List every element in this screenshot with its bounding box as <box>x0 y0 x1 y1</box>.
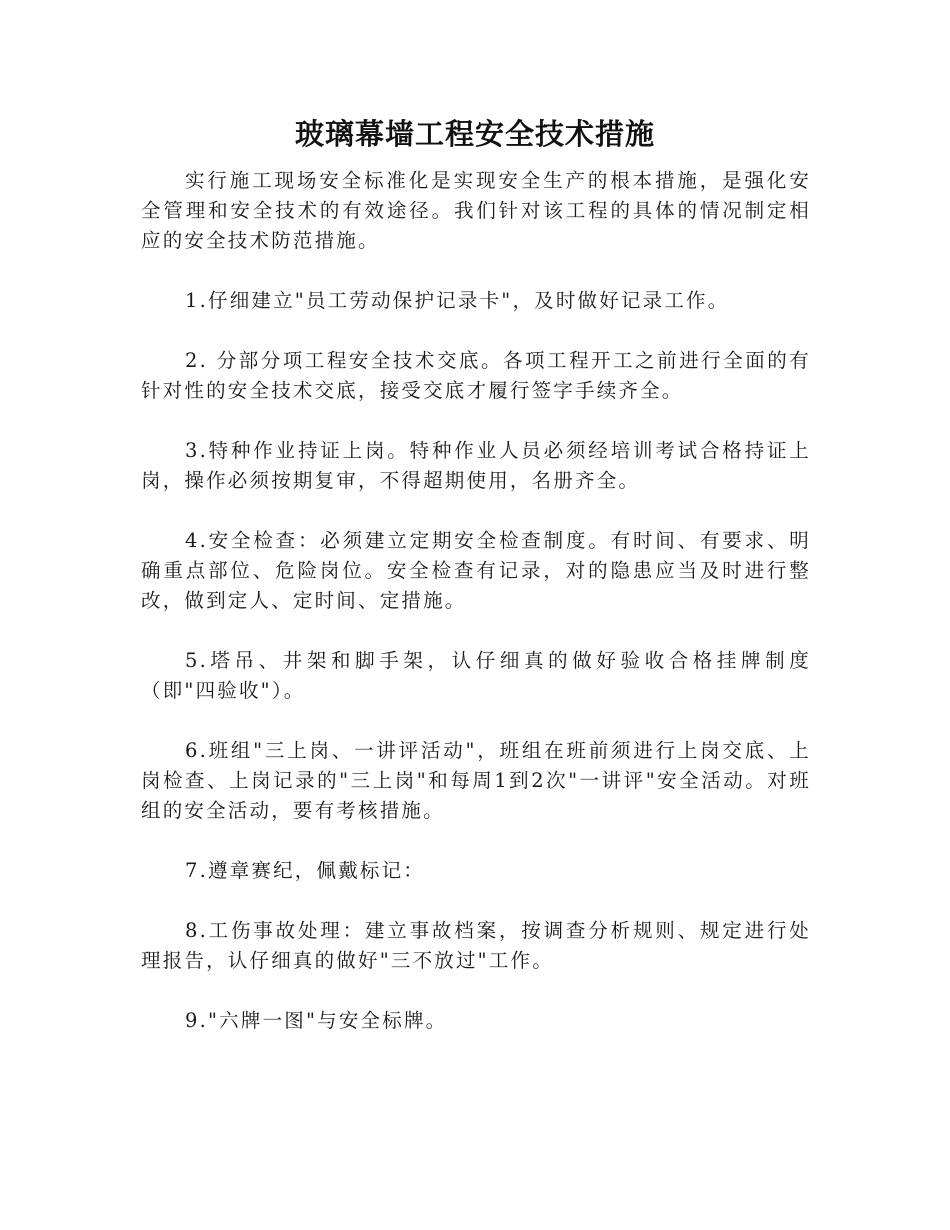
paragraph-item-8: 8.工伤事故处理：建立事故档案，按调查分析规则、规定进行处理报告，认仔细真的做好"三不放过"工作。 <box>141 919 811 972</box>
paragraph-item-5: 5.塔吊、井架和脚手架，认仔细真的做好验收合格挂牌制度（即"四验收"）。 <box>141 649 811 702</box>
paragraph-intro: 实行施工现场安全标准化是实现安全生产的根本措施，是强化安全管理和安全技术的有效途径。我们针对该工程的具体的情况制定相应的安全技术防范措施。 <box>141 169 811 252</box>
document-body <box>141 166 811 1066</box>
paragraph-item-1: 1.仔细建立"员工劳动保护记录卡"，及时做好记录工作。 <box>185 289 730 312</box>
paragraph-item-2: 2. 分部分项工程安全技术交底。各项工程开工之前进行全面的有针对性的安全技术交底，接受交底才履行签字手续齐全。 <box>141 349 811 402</box>
paragraph-item-6: 6.班组"三上岗、一讲评活动"，班组在班前须进行上岗交底、上岗检查、上岗记录的"三上岗"和每周1到2次"一讲评"安全活动。对班组的安全活动，要有考核措施。 <box>141 739 811 822</box>
paragraph-item-7: 7.遵章赛纪，佩戴标记： <box>185 859 426 882</box>
paragraph-item-9: 9."六牌一图"与安全标牌。 <box>185 1009 448 1032</box>
paragraph-item-4: 4.安全检查：必须建立定期安全检查制度。有时间、有要求、明确重点部位、危险岗位。安全检查有记录，对的隐患应当及时进行整改，做到定人、定时间、定措施。 <box>141 529 811 612</box>
paragraph-item-3: 3.特种作业持证上岗。特种作业人员必须经培训考试合格持证上岗，操作必须按期复审，不得超期使用，名册齐全。 <box>141 439 811 492</box>
document-title: 玻璃幕墙工程安全技术措施 <box>294 117 655 151</box>
